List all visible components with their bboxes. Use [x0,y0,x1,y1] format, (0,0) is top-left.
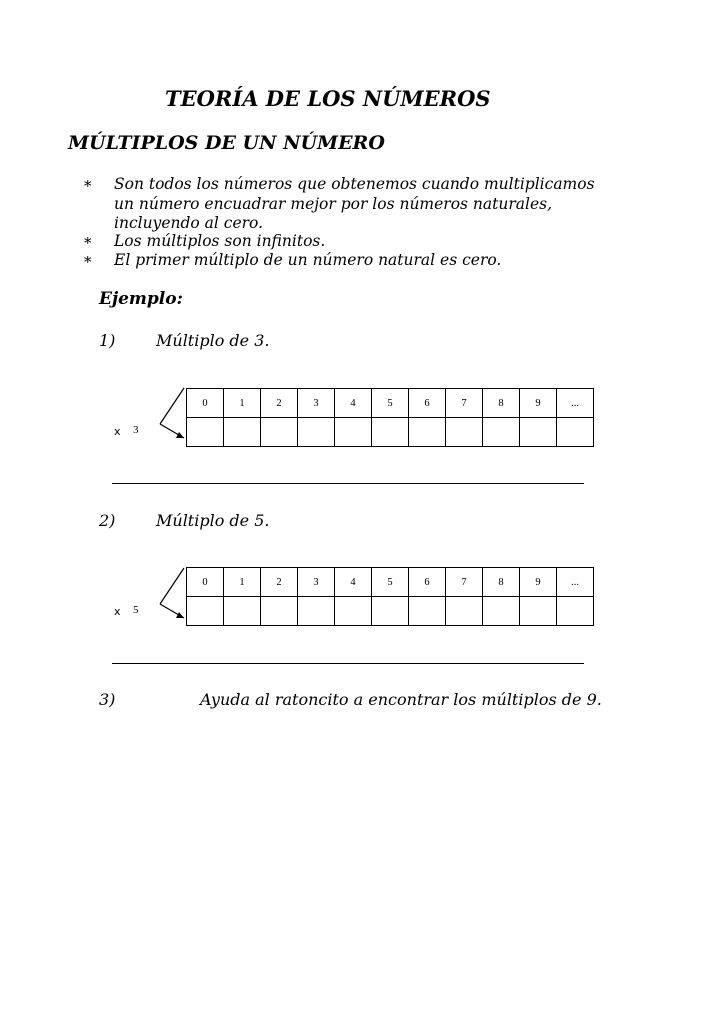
grid-header-cell: ... [557,568,594,597]
grid-header-cell: 3 [298,568,335,597]
times-sign: x [114,605,121,618]
answer-cell[interactable] [557,597,594,626]
answer-cell[interactable] [224,597,261,626]
answer-cell[interactable] [298,418,335,447]
exercise-title: Múltiplo de 3. [156,331,270,350]
divider [112,483,584,484]
bullet-line: El primer múltiplo de un número natural es cero. [114,251,502,269]
grid-header-cell: 5 [372,568,409,597]
answer-cell[interactable] [557,418,594,447]
grid-header-cell: 8 [483,568,520,597]
exercise-number: 2) [99,511,116,530]
bullet-line: Los múltiplos son infinitos. [114,232,326,250]
grid-header-cell: 2 [261,568,298,597]
grid-header-cell: 7 [446,389,483,418]
multiplier-value: 5 [133,604,139,616]
grid-header-cell: 0 [187,568,224,597]
grid-header-cell: 6 [409,568,446,597]
answer-cell[interactable] [409,418,446,447]
arrow-icon [150,386,190,448]
answer-cell[interactable] [187,418,224,447]
grid-header-cell: 9 [520,568,557,597]
grid-header-cell: 0 [187,389,224,418]
bullet-line: Son todos los números que obtenemos cuando multiplicamos [114,175,595,193]
answer-cell[interactable] [224,418,261,447]
grid-header-cell: 7 [446,568,483,597]
bullet-line: incluyendo al cero. [114,214,264,232]
multiples-grid [186,388,594,447]
answer-cell[interactable] [335,597,372,626]
answer-cell[interactable] [446,418,483,447]
answer-cell[interactable] [483,597,520,626]
grid-header-row [187,389,594,418]
grid-header-cell: 2 [261,389,298,418]
grid-header-cell: ... [557,389,594,418]
grid-header-cell: 3 [298,389,335,418]
page-title: TEORÍA DE LOS NÚMEROS [165,86,491,111]
times-sign: x [114,425,121,438]
answer-cell[interactable] [446,597,483,626]
example-label: Ejemplo: [99,289,183,309]
answer-cell[interactable] [298,597,335,626]
exercise-number: 1) [99,331,116,350]
answer-cell[interactable] [261,418,298,447]
exercise-number: 3) [99,690,116,709]
grid-answer-row [187,418,594,447]
answer-cell[interactable] [409,597,446,626]
section-title: MÚLTIPLOS DE UN NÚMERO [68,132,385,154]
bullet-star: * [84,177,92,195]
grid-answer-row [187,597,594,626]
grid-header-cell: 4 [335,568,372,597]
grid-header-cell: 8 [483,389,520,418]
grid-header-cell: 5 [372,389,409,418]
grid-header-cell: 1 [224,568,261,597]
exercise-title: Ayuda al ratoncito a encontrar los múltiplos de 9. [200,690,602,709]
arrow-icon [150,566,190,628]
grid-header-row [187,568,594,597]
answer-cell[interactable] [520,418,557,447]
answer-cell[interactable] [335,418,372,447]
answer-cell[interactable] [372,597,409,626]
divider [112,663,584,664]
bullet-star: * [84,253,92,271]
bullet-star: * [84,234,92,252]
answer-cell[interactable] [483,418,520,447]
multiples-grid [186,567,594,626]
grid-header-cell: 6 [409,389,446,418]
grid-header-cell: 4 [335,389,372,418]
grid-header-cell: 1 [224,389,261,418]
exercise-title: Múltiplo de 5. [156,511,270,530]
answer-cell[interactable] [187,597,224,626]
multiplier-value: 3 [133,424,139,436]
answer-cell[interactable] [520,597,557,626]
bullet-line: un número encuadrar mejor por los números naturales, [114,195,553,213]
grid-header-cell: 9 [520,389,557,418]
answer-cell[interactable] [372,418,409,447]
answer-cell[interactable] [261,597,298,626]
